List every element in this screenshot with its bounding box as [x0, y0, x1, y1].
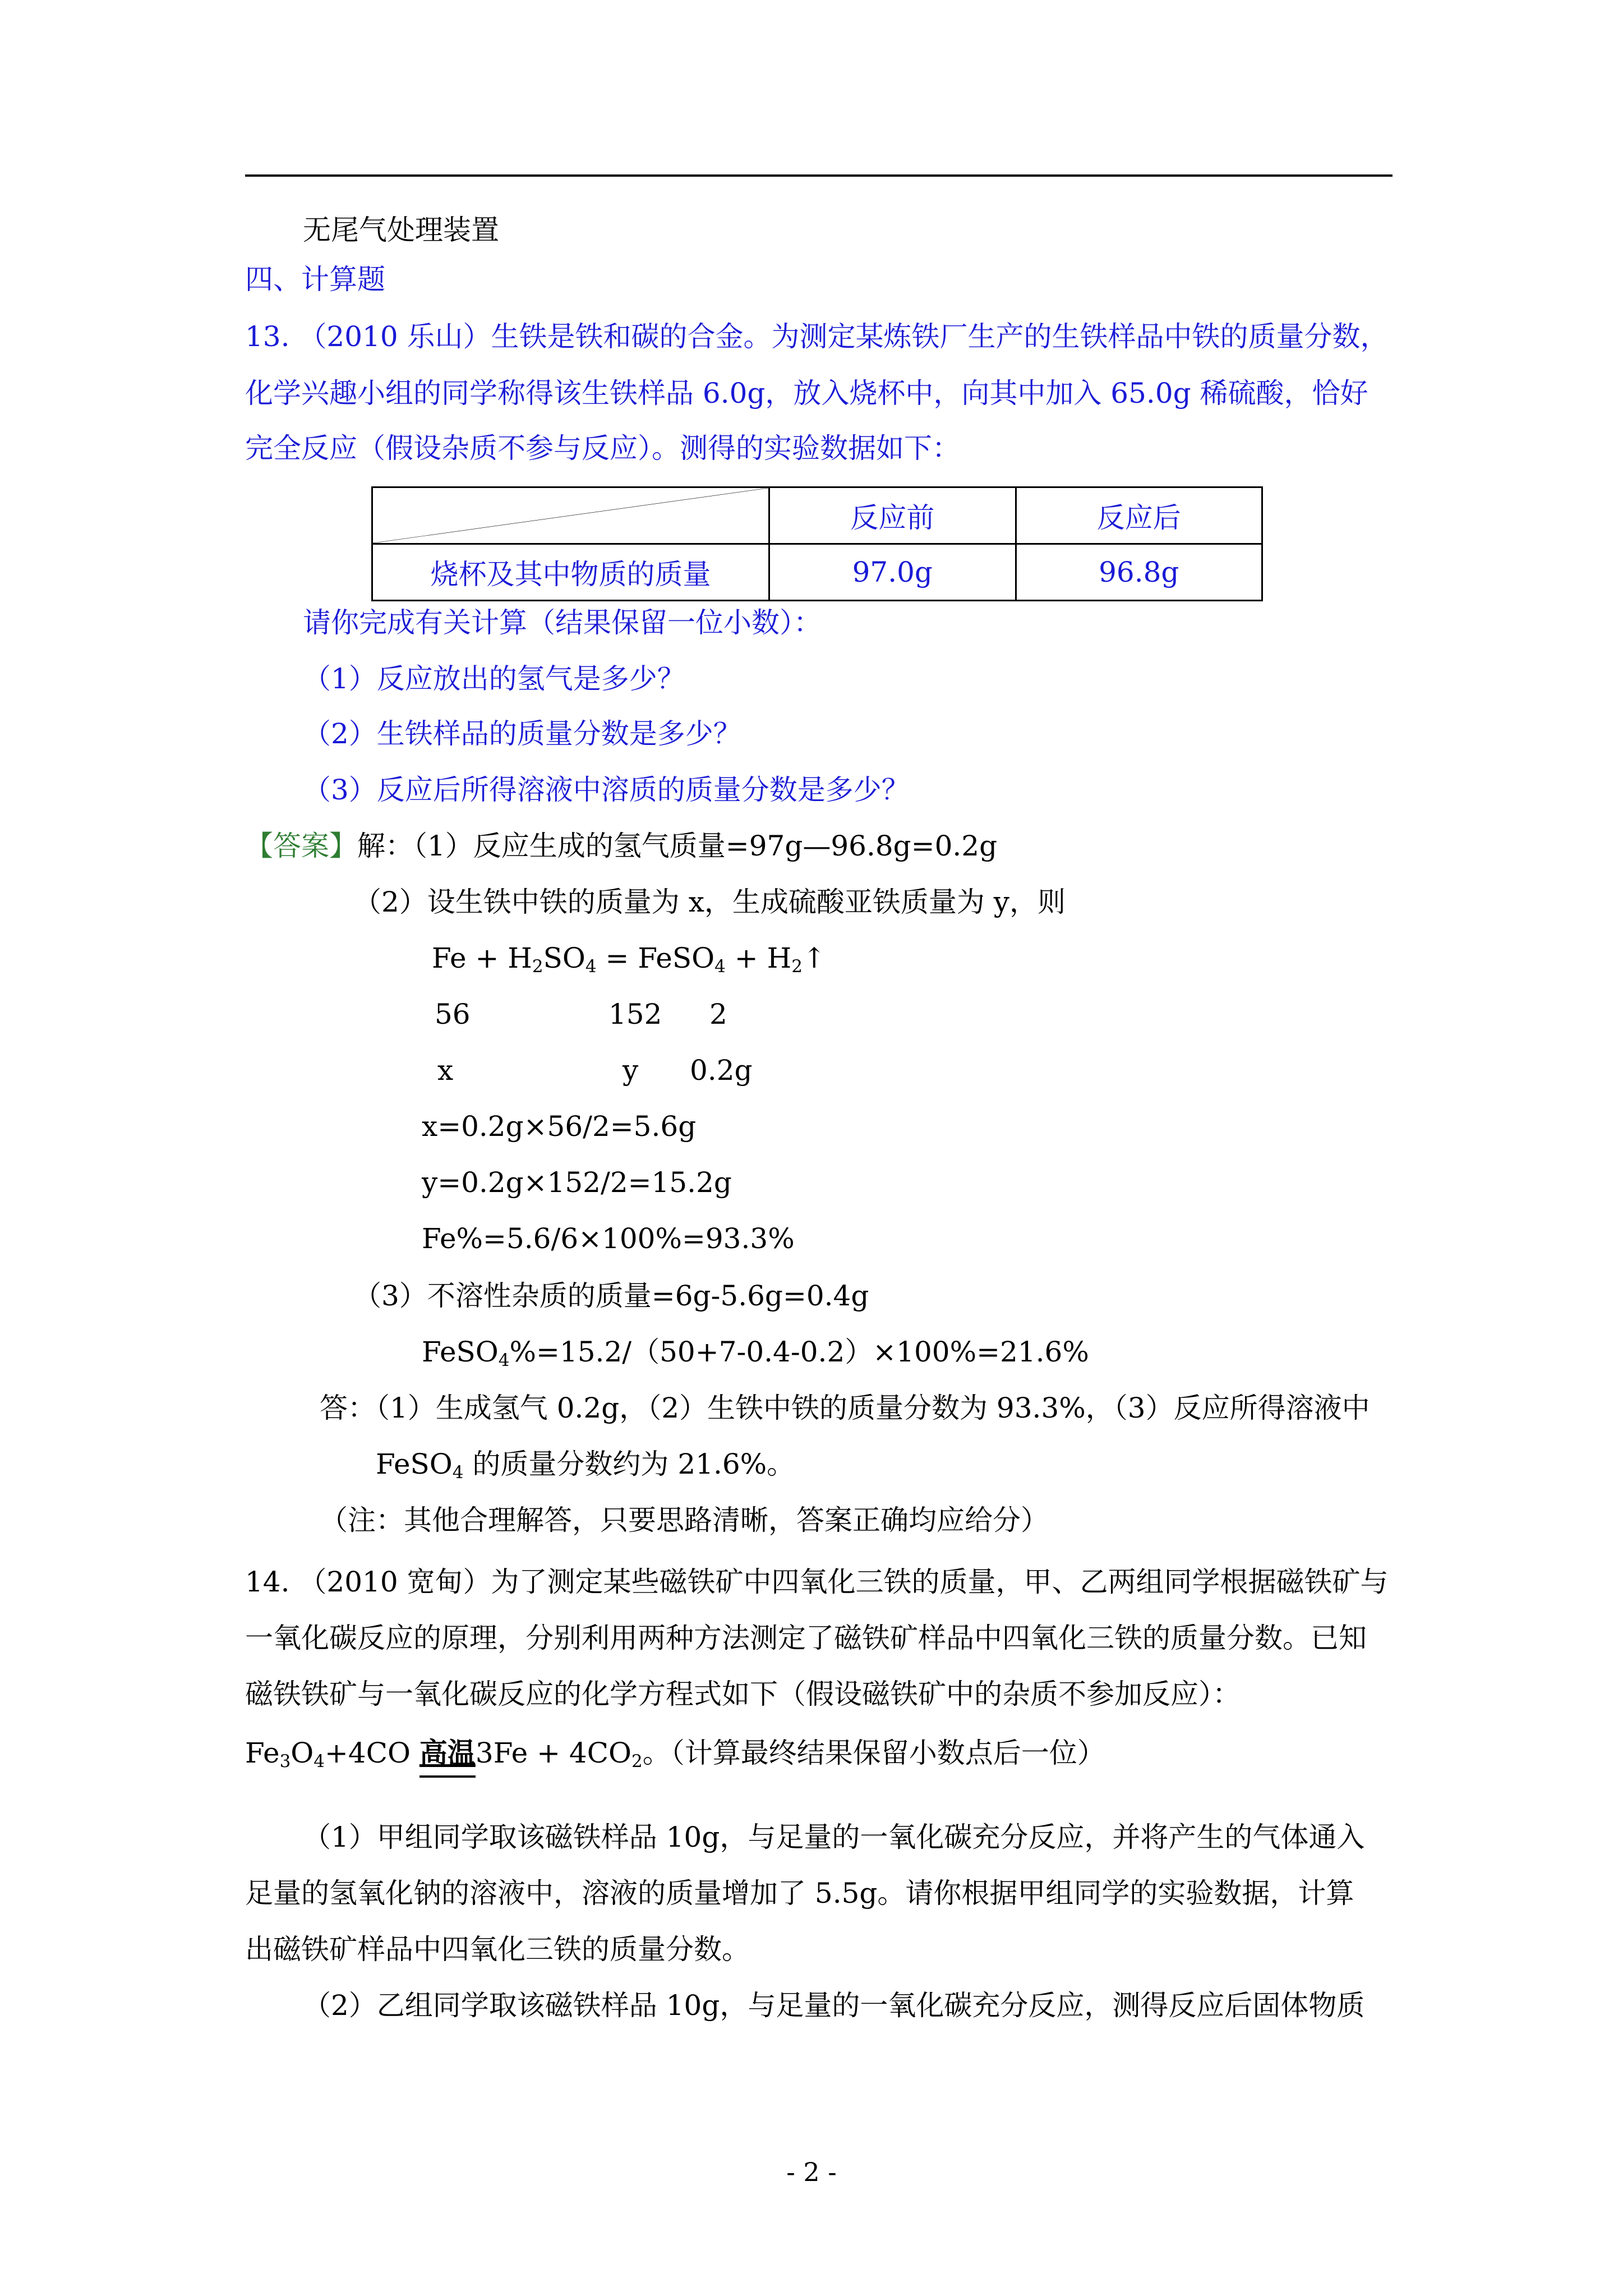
answer-tag: 【答案】: [245, 830, 357, 862]
calc-y: y=0.2g×152/2=15.2g: [422, 1166, 732, 1199]
feso4-calc: %=15.2/（50+7-0.4-0.2）×100%=21.6%: [509, 1336, 1089, 1368]
table-row: [372, 544, 1262, 601]
reaction-equation: [432, 941, 826, 975]
q14-equation: [245, 1736, 1105, 1770]
unknown-x: x: [437, 1054, 454, 1087]
eq-co: +4CO: [325, 1737, 419, 1769]
q14-line3: 磁铁铁矿与一氧化碳反应的化学方程式如下（假设磁铁矿中的杂质不参加反应）：: [245, 1678, 1241, 1710]
molar-mass-h2: 2: [709, 998, 727, 1030]
eq-fe3o4-o: O: [291, 1737, 314, 1769]
q14-part1-line3: 出磁铁矿样品中四氧化三铁的质量分数。: [245, 1933, 750, 1966]
feso4-formula: FeSO: [422, 1336, 499, 1368]
eq-plus-2: +: [734, 942, 758, 974]
eq-h2so4-sub: 2: [532, 956, 543, 977]
conclusion-formula: FeSO: [376, 1448, 453, 1480]
feso4-sub: 4: [498, 1350, 510, 1370]
answer-line3: （3）不溶性杂质的质量=6g-5.6g=0.4g: [353, 1280, 869, 1312]
q13-sub1: （1）反应放出的氢气是多少？: [303, 662, 685, 695]
molar-mass-feso4: 152: [608, 998, 662, 1030]
answer-line2: （2）设生铁中铁的质量为 x，生成硫酸亚铁质量为 y，则: [353, 886, 1066, 918]
before-value: 97.0g: [769, 544, 1016, 601]
answer-line1: [245, 829, 997, 863]
q13-sub3: （3）反应后所得溶液中溶质的质量分数是多少？: [303, 774, 910, 806]
eq-rounding-note: 。（计算最终结果保留小数点后一位）: [642, 1737, 1105, 1769]
table-header-row: [372, 487, 1262, 544]
calc-x: x=0.2g×56/2=5.6g: [422, 1110, 697, 1143]
q14-line2: 一氧化碳反应的原理，分别利用两种方法测定了磁铁矿样品中四氧化三铁的质量分数。已知: [245, 1622, 1367, 1654]
eq-co2-sub: 2: [631, 1751, 643, 1772]
eq-fe: Fe: [432, 942, 467, 974]
eq-h2-sub: 2: [791, 956, 803, 977]
q14-part1-line1: （1）甲组同学取该磁铁样品 10g，与足量的一氧化碳充分反应，并将产生的气体通入: [303, 1821, 1365, 1853]
molar-mass-fe: 56: [435, 998, 471, 1030]
q13-line2: 化学兴趣小组的同学称得该生铁样品 6.0g，放入烧杯中，向其中加入 65.0g 稀硫酸，恰好: [245, 377, 1368, 409]
q13-prompt: 请你完成有关计算（结果保留一位小数）：: [303, 606, 822, 639]
q13-line3: 完全反应（假设杂质不参与反应）。测得的实验数据如下：: [245, 432, 960, 464]
eq-equals: =: [605, 942, 629, 974]
eq-fe3o4-fe: Fe: [245, 1737, 280, 1769]
eq-fe3o4-sub1: 3: [279, 1751, 291, 1772]
page-number: - 2 -: [786, 2157, 837, 2187]
eq-feso4: FeSO: [638, 942, 715, 974]
known-h2-mass: 0.2g: [690, 1054, 753, 1087]
conclusion-line2: [376, 1447, 795, 1481]
eq-fe3o4-sub2: 4: [313, 1751, 325, 1772]
gas-arrow-icon: ↑: [802, 942, 826, 974]
q14-part1-line2: 足量的氢氧化钠的溶液中，溶液的质量增加了 5.5g。请你根据甲组同学的实验数据，计算: [245, 1877, 1354, 1910]
eq-h2so4-h: H: [508, 942, 532, 974]
eq-products: 3Fe + 4CO: [475, 1737, 631, 1769]
conclusion-text: 的质量分数约为 21.6%。: [463, 1448, 795, 1480]
previous-answer-tail: 无尾气处理装置: [303, 214, 499, 246]
col-after-header: 反应后: [1016, 487, 1262, 544]
unknown-y: y: [623, 1054, 639, 1087]
reaction-condition: 高温: [419, 1736, 476, 1769]
header-rule: [245, 174, 1393, 177]
eq-plus: +: [475, 942, 499, 974]
table-corner-cell: [372, 487, 769, 544]
calc-feso4-percent: [422, 1335, 1089, 1369]
after-value: 96.8g: [1016, 544, 1262, 601]
section-title: 四、计算题: [245, 263, 385, 296]
q13-line1: 13. （2010 乐山）生铁是铁和碳的合金。为测定某炼铁厂生产的生铁样品中铁的质量分数，: [245, 320, 1389, 353]
answer-part1: 解：（1）反应生成的氢气质量=97g—96.8g=0.2g: [357, 830, 998, 862]
conclusion-sub: 4: [452, 1462, 464, 1483]
q14-line1: 14. （2010 宽甸）为了测定某些磁铁矿中四氧化三铁的质量，甲、乙两组同学根据磁铁矿与: [245, 1566, 1389, 1598]
calc-fe-percent: Fe%=5.6/6×100%=93.3%: [422, 1222, 795, 1255]
q14-part2-line1: （2）乙组同学取该磁铁样品 10g，与足量的一氧化碳充分反应，测得反应后固体物质: [303, 1989, 1365, 2022]
eq-h2so4-so: SO: [543, 942, 585, 974]
eq-feso4-sub: 4: [714, 956, 726, 977]
grading-note: （注：其他合理解答，只要思路清晰，答案正确均应给分）: [320, 1504, 1049, 1536]
diagonal-line: [373, 488, 768, 543]
eq-h2: H: [767, 942, 792, 974]
col-before-header: 反应前: [769, 487, 1016, 544]
conclusion-line1: 答：（1）生成氢气 0.2g，（2）生铁中铁的质量分数为 93.3%，（3）反应所得溶液中: [320, 1392, 1370, 1424]
eq-h2so4-sub2: 4: [585, 956, 597, 977]
row-label: 烧杯及其中物质的质量: [372, 544, 769, 601]
q13-sub2: （2）生铁样品的质量分数是多少？: [303, 717, 741, 750]
experiment-data-table: [371, 486, 1263, 601]
